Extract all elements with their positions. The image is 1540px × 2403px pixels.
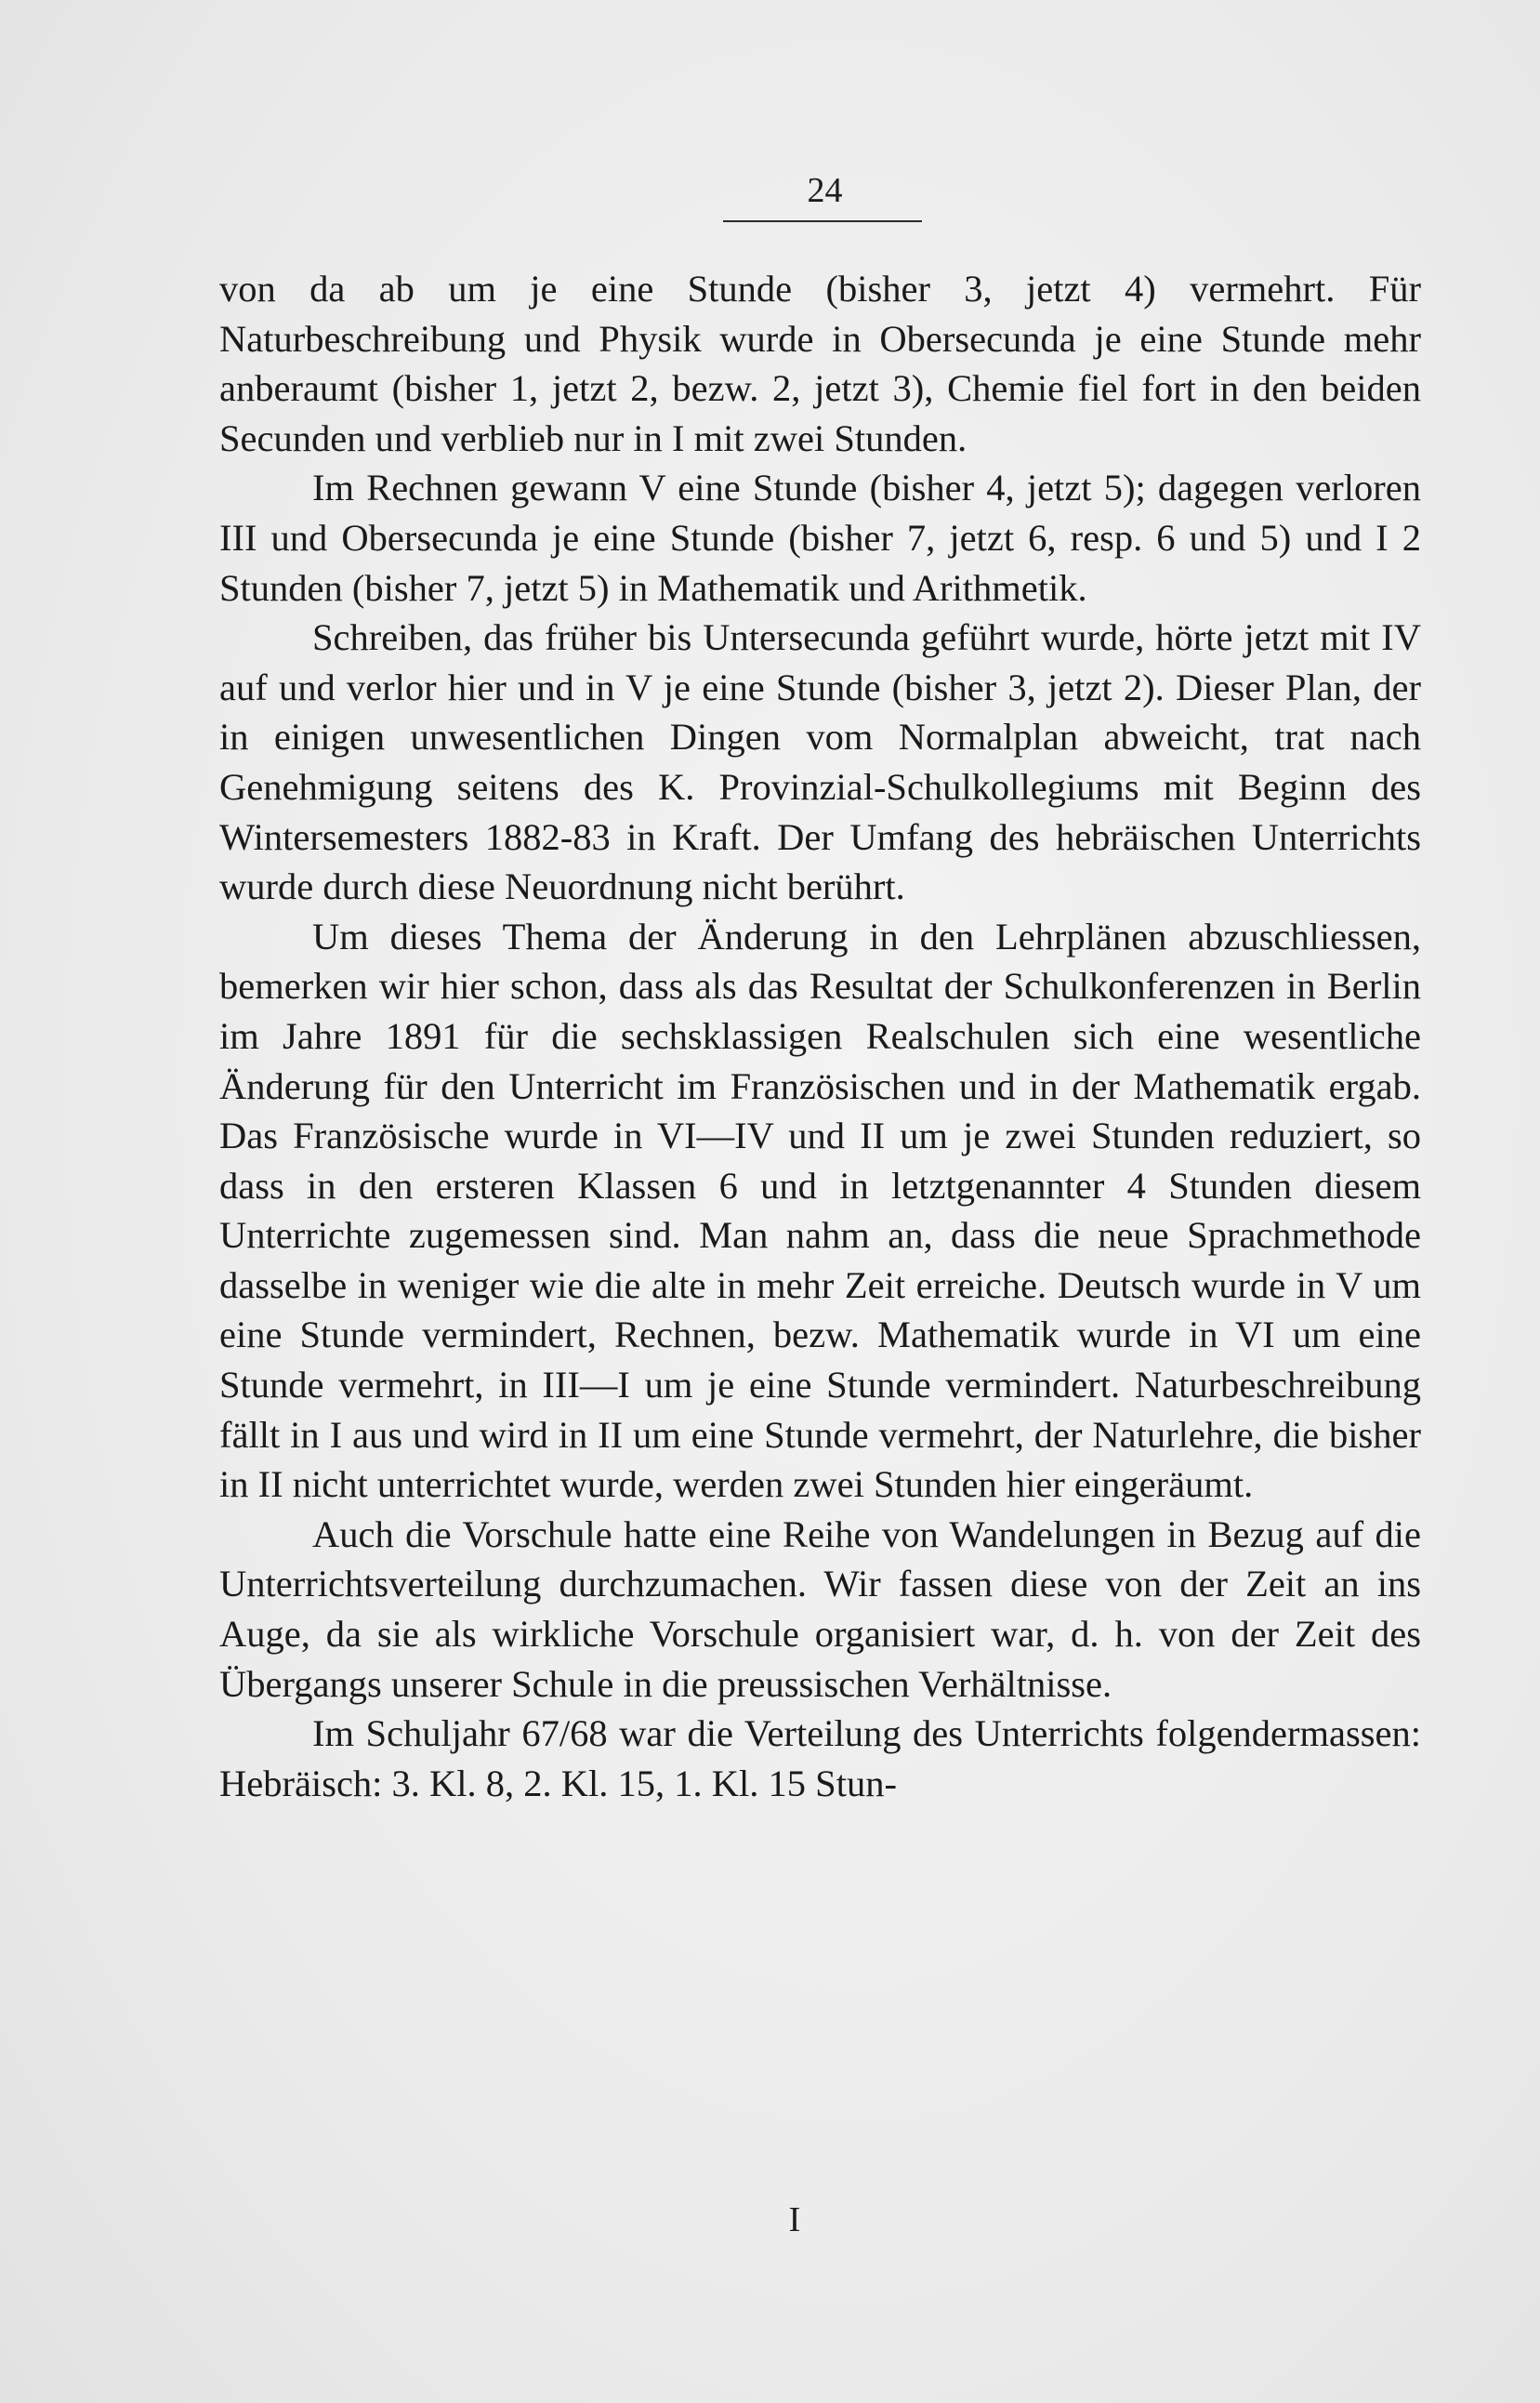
body-text — [219, 264, 1421, 1808]
paragraph: Auch die Vorschule hatte eine Reihe von Wandelungen in Bezug auf die Unterrichtsverteilung durchzumachen. Wir fassen diese von der Zeit an ins Auge, da sie als wirkliche Vorschule organisiert war, d. h. von der Zeit des Übergangs unserer Schule in die preussischen Verhältnisse. — [219, 1512, 1421, 1705]
page-number: 24 — [807, 171, 843, 210]
paragraph: Um dieses Thema der Änderung in den Lehrplänen abzuschliessen, bemerken wir hier schon, dass als das Resultat der Schulkonferenzen in Berlin im Jahre 1891 für die sechsklassigen Realschulen sich eine wesentliche Änderung für den Unterricht im Französischen und in der Mathematik ergab. Das Französische wurde in VI—IV und II um je zwei Stunden reduziert, so dass in den ersteren Klassen 6 und in letztgenannter 4 Stunden diesem Unterrichte zugemessen sind. Man nahm an, dass die neue Sprachmethode dasselbe in weniger wie die alte in mehr Zeit erreiche. Deutsch wurde in V um eine Stunde vermindert, Rechnen, bezw. Mathematik wurde in VI um eine Stunde vermehrt, in III—I um je eine Stunde vermindert. Naturbeschreibung fällt in I aus und wird in II um eine Stunde vermehrt, der Naturlehre, die bisher in II nicht unterrichtet wurde, werden zwei Stunden hier eingeräumt. — [219, 915, 1421, 1506]
paragraph: von da ab um je eine Stunde (bisher 3, jetzt 4) vermehrt. Für Naturbeschreibung und Physik wurde in Obersecunda je eine Stunde mehr anberaumt (bisher 1, jetzt 2, bezw. 2, jetzt 3), Chemie fiel fort in den beiden Secunden und verblieb nur in I mit zwei Stunden. — [219, 268, 1421, 459]
paragraph: Im Schuljahr 67/68 war die Verteilung des Unterrichts folgendermassen: Hebräisch: 3. Kl. 8, 2. Kl. 15, 1. Kl. 15 Stun- — [219, 1712, 1421, 1804]
paragraph: Im Rechnen gewann V eine Stunde (bisher 4, jetzt 5); dagegen verloren III und Obersecunda je eine Stunde (bisher 7, jetzt 6, resp. 6 und 5) und I 2 Stunden (bisher 7, jetzt 5) in Mathematik und Arithmetik. — [219, 467, 1421, 609]
printer-signature-mark: I — [788, 2200, 801, 2239]
paragraph: Schreiben, das früher bis Untersecunda geführt wurde, hörte jetzt mit IV auf und verlor hier und in V je eine Stunde (bisher 3, jetzt 2). Dieser Plan, der in einigen unwesentlichen Dingen vom Normalplan abweicht, trat nach Genehmigung seitens des K. Provinzial-Schulkollegiums mit Beginn des Wintersemesters 1882-83 in Kraft. Der Umfang des hebräischen Unterrichts wurde durch diese Neuordnung nicht berührt. — [219, 616, 1421, 908]
header-rule — [723, 220, 922, 222]
